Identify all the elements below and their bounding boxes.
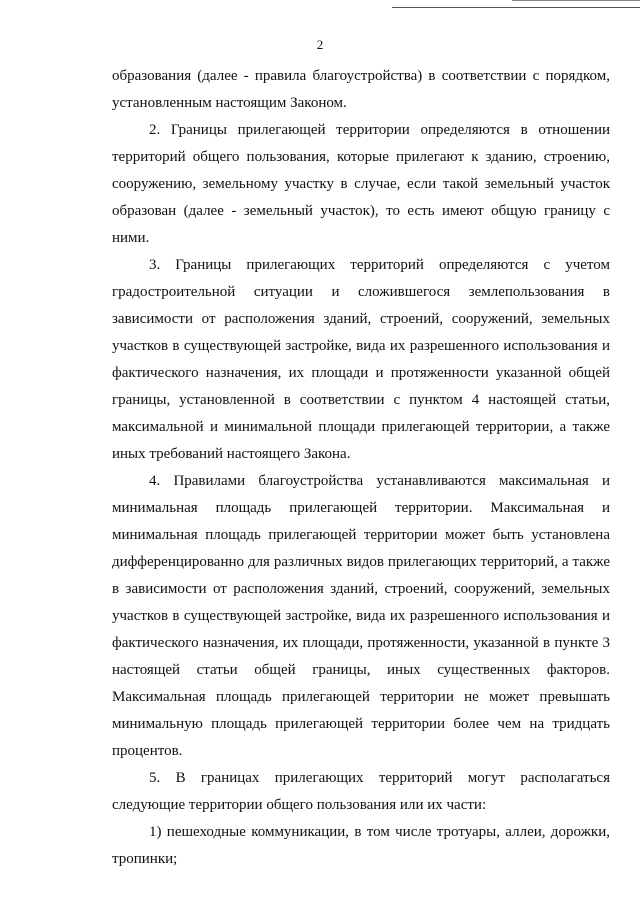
page-number: 2 [316,37,324,52]
paragraph-item-2: 2. Границы прилегающей территории определяются в отношении территорий общего пользования, которые прилегают к зданию, строению, сооружению, земельному участку в случае, если такой земельный участок образован (далее - земельный участок), то есть имеют общую границу с ними. [112,122,610,246]
paragraph-item-4: 4. Правилами благоустройства устанавливаются максимальная и минимальная площадь прилегающей территории. Максимальная и минимальная площадь прилегающей территории может быть установлена дифференцированно для различных видов прилегающих территорий, а также в зависимости от расположения зданий, строений, сооружений, земельных участков в существующей застройке, вида их разрешенного использования и фактического назначения, их площади, протяженности, указанной в пункте 3 настоящей статьи общей границы, иных существенных факторов. Максимальная площадь прилегающей территории не может превышать минимальную площадь прилегающей территории более чем на тридцать процентов. [112,473,610,759]
document-body [112,63,610,873]
paragraph-item-3: 3. Границы прилегающих территорий определяются с учетом градостроительной ситуации и сложившегося землепользования в зависимости от расположения зданий, строений, сооружений, земельных участков в существующей застройке, вида их разрешенного использования и фактического назначения, их площади и протяженности указанной общей границы, установленной в соответствии с пунктом 4 настоящей статьи, максимальной и минимальной площади прилегающей территории, а также иных требований настоящего Закона. [112,257,610,462]
paragraph-item-5: 5. В границах прилегающих территорий могут располагаться следующие территории общего пользования или их части: [112,770,610,813]
paragraph-continuation: образования (далее - правила благоустройства) в соответствии с порядком, установленным настоящим Законом. [112,68,610,111]
paragraph-subitem-1: 1) пешеходные коммуникации, в том числе тротуары, аллеи, дорожки, тропинки; [112,824,610,867]
scan-edge-line [392,7,640,8]
scan-edge-line [512,0,640,1]
